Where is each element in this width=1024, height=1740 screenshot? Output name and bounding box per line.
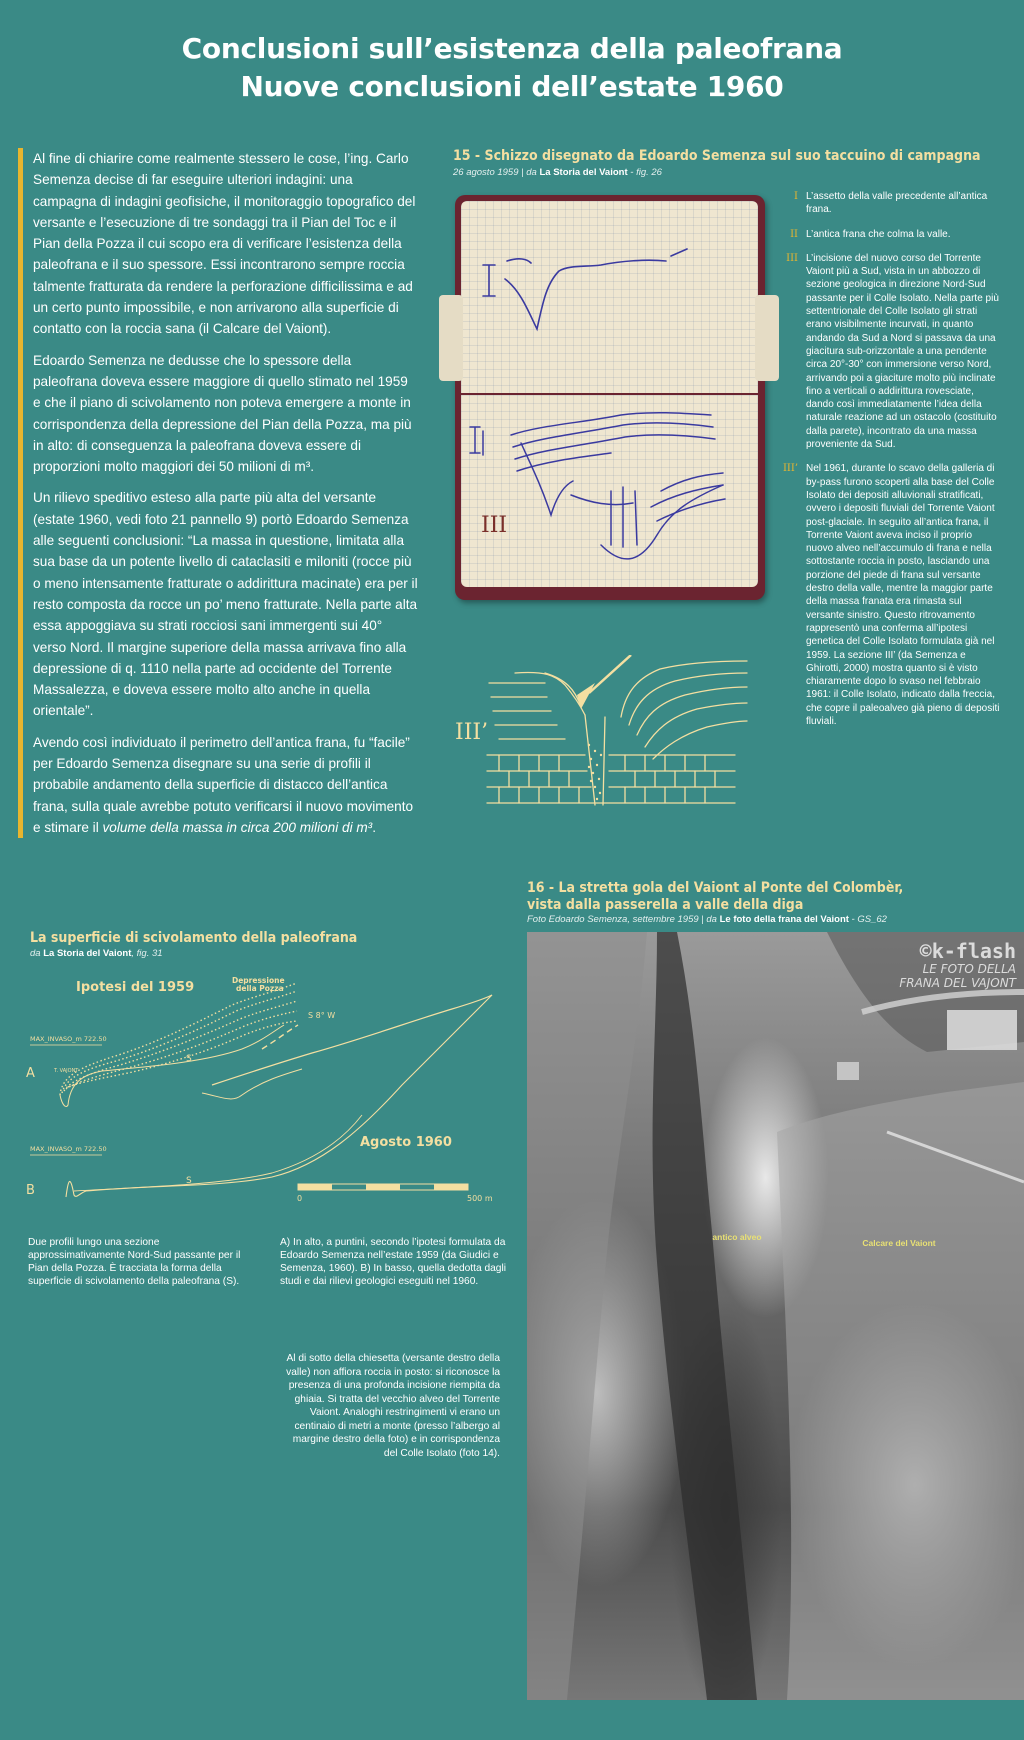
legend-num: III: [786, 252, 798, 264]
section-IIIp-drawing: [485, 655, 755, 815]
sketch-label-III: III: [481, 513, 508, 538]
gorge-photo: [527, 932, 1024, 1700]
intro-p4-emphasis: volume della massa in circa 200 milioni di m³: [102, 819, 373, 835]
intro-paragraph-3: Un rilievo speditivo esteso alla parte più alta del versante (estate 1960, vedi foto 21 pannello 9) portò Edoardo Semenza alle seguenti conclusioni: “La massa in questione, limitata alla sua base da un potente livello di cataclasiti e miloniti (rocce più o meno intensamente fratturate o addirittura macinate) era per il resto composta da rocce un po’ meno fratturate. Nella parte alta essa appoggiava su strati rocciosi sani immergenti sui 40° verso Nord. Il margine superiore della massa arrivava fino alla depressione di q. 1110 nella parte ad occidente del Torrente Massalezza, e doveva essere molto alto anche in quella orientale”.: [33, 490, 418, 719]
legend-text: L’incisione del nuovo corso del Torrente Vaiont più a Sud, vista in un abbozzo di sezione geologica in direzione Nord-Sud passante per il Colle Isolato. Nella parte più settentrionale del Colle Isolato gli strati erano visibilmente incurvati, in quanto andando da Sud a Nord si passava da una giacitura sub-orizzontale a una pendente circa 20°-30° con immersione verso Nord, arrivando poi a giaciture molto più inclinate fino a verticali o addirittura rovesciate, dando così immediatamente l’idea della naturale reazione ad un ostacolo (costituito dalla parete), incontrato da una massa proveniente da Sud.: [806, 252, 999, 451]
label-s-upper: S: [186, 1054, 192, 1064]
watermark-line-3: FRANA DEL VAJONT: [899, 976, 1016, 990]
intro-paragraph-4: [33, 732, 418, 838]
gorge-sub-source: Le foto della frana del Vaiont: [719, 914, 849, 925]
gorge-subtitle: [527, 914, 1017, 926]
legend-num: II: [790, 228, 798, 240]
title-line-1: Conclusioni sull’esistenza della paleofrana: [181, 32, 843, 65]
label-agosto-1960: Agosto 1960: [360, 1135, 452, 1150]
intro-paragraph-2: Edoardo Semenza ne dedusse che lo spessore della paleofrana doveva essere maggiore di quello stimato nel 1959 e che il piano di scivolamento non poteva emergere a monte in corrispondenza della depressione del Pian della Pozza, ma più in alto: di conseguenza la paleofrana doveva essere di proporzioni molto maggiori dei 50 milioni di m³.: [33, 352, 412, 475]
label-s-lower: S: [186, 1176, 192, 1186]
intro-text: [18, 148, 418, 838]
gorge-title: [527, 880, 1017, 914]
section-label-IIIp: III’: [455, 720, 489, 745]
photo-watermark: [899, 940, 1016, 990]
legend-item: [782, 252, 1002, 451]
label-t-vajont: T. VAJONT: [54, 1068, 79, 1074]
legend-text: L’antica frana che colma la valle.: [806, 228, 951, 240]
legend-num: I: [794, 191, 798, 202]
gorge-photo-shading: [527, 932, 1024, 1700]
label-depressione-1: Depressione: [232, 976, 285, 985]
notebook-clip-left: [439, 295, 463, 381]
gorge-note: Al di sotto della chiesetta (versante destro della valle) non affiora roccia in posto: si riconosce la presenza di una profonda incisione riempita da ghiaia. Si tratta del vecchio alveo del Torrente Vaiont. Analoghi restringimenti vi erano un centinaio di metri a monte (presso l’albergo al margine destro della foto) e in corrispondenza del Colle Isolato (foto 14).: [286, 1353, 500, 1459]
label-max-invaso-1: MAX_INVASO_m 722.50: [30, 1035, 107, 1043]
surface-sub-fig: , fig. 31: [131, 948, 163, 959]
gorge-sub-credit: Foto Edoardo Semenza, settembre 1959 | da: [527, 914, 720, 925]
legend-text: Nel 1961, durante lo scavo della galleria di by-pass furono scoperti alla base del Colle Isolato dei depositi alluvionali stratificati, ovvero i depositi fluviali del Torrente Vaiont post-glaciale. In seguito all’antica frana, il Torrente Vaiont aveva inciso il proprio nuovo alveo nell’accumulo di frana e nella sottostante roccia in posto, lasciando una porzione del piede di frana sul versante destro della valle, mentre la maggior parte della massa franata era rimasta sul versante sinistro. Questo ritrovamento rappresentò una conferma all’ipotesi genetica del Colle Isolato formulata già nel 1959. La sezione III’ (da Semenza e Ghirotti, 2000) mostra quanto si è visto chiaramente dopo lo svaso nel febbraio 1961: il Colle Isolato, indicato dalla freccia, che copre il paleoalveo già pieno di depositi fluviali.: [806, 463, 1000, 727]
surface-sub-prefix: da: [30, 948, 44, 959]
sketch-legend: [782, 190, 1002, 739]
sketch-drawing-top: [461, 201, 758, 393]
scale-500m: 500 m: [467, 1194, 493, 1203]
sketch-title: 15 - Schizzo disegnato da Edoardo Semenza sul suo taccuino di campagna: [453, 148, 981, 164]
legend-item: [782, 462, 1002, 728]
sketch-sub-date: 26 agosto 1959 | da: [453, 167, 540, 178]
sketch-drawing-bottom: [461, 395, 758, 587]
legend-num: III’: [782, 463, 798, 475]
sketch-numeral-I: [483, 265, 495, 296]
legend-item: [782, 190, 1002, 217]
surface-subtitle: [30, 948, 430, 960]
gorge-title-line-1: 16 - La stretta gola del Vaiont al Ponte del Colombèr,: [527, 880, 904, 896]
photo-label-antico-alveo: antico alveo: [712, 1232, 762, 1242]
label-profile-a: A: [26, 1066, 35, 1081]
surface-caption-right: A) In alto, a puntini, secondo l’ipotesi formulata da Edoardo Semenza nell’estate 1959 (da Giudici e Semenza, 1960). B) In basso, quella dedotta dagli studi e dai rilievi geologici eseguiti nel 1960.: [280, 1237, 506, 1287]
label-depressione-2: della Pozza: [236, 984, 284, 993]
label-max-invaso-2: MAX_INVASO_m 722.50: [30, 1145, 107, 1153]
notebook-clip-right: [755, 295, 779, 381]
sketch-sub-fig: - fig. 26: [627, 167, 662, 178]
sketch-subtitle: [453, 167, 953, 179]
legend-text: L’assetto della valle precedente all’antica frana.: [806, 191, 988, 216]
intro-p4-end: .: [372, 819, 376, 835]
intro-paragraph-1: Al fine di chiarire come realmente stessero le cose, l’ing. Carlo Semenza decise di far eseguire ulteriori indagini: una campagna di indagini geofisiche, il monitoraggio topografico del versante e l’esecuzione di tre sondaggi tra il Pian del Toc e il Pian della Pozza il cui scopo era di verificare l’esistenza della paleofrana e il suo spessore. Essi incontrarono sempre roccia talmente fratturata da rendere la perforazione difficilissima e ad un certo punto impossibile, e non arrivarono alla superficie di contatto con la roccia sana (il Calcare del Vaiont).: [33, 151, 416, 337]
label-profile-b: B: [26, 1183, 35, 1198]
notebook-sketch-image: [455, 195, 765, 600]
watermark-line-2: LE FOTO DELLA: [922, 962, 1016, 976]
surface-profiles-diagram: [22, 965, 502, 1210]
label-direction: S 8° W: [308, 1011, 336, 1020]
page-title: [0, 30, 1024, 106]
surface-title: La superficie di scivolamento della paleofrana: [30, 930, 358, 946]
intro-p4-start: Avendo così individuato il perimetro dell’antica frana, fu “facile” per Edoardo Semenza disegnare su una serie di profili il probabile andamento della superficie di distacco dell’antica frana, sulla quale avrebbe potuto verificarsi il nuovo movimento e stimare il: [33, 734, 414, 835]
label-ipotesi-1959: Ipotesi del 1959: [76, 980, 195, 995]
notebook-page-bottom: [461, 395, 758, 587]
gorge-title-line-2: vista dalla passerella a valle della diga: [527, 897, 804, 913]
notebook-page-top: [461, 201, 758, 393]
title-line-2: Nuove conclusioni dell’estate 1960: [240, 70, 784, 103]
photo-label-calcare: Calcare del Vaiont: [862, 1238, 936, 1248]
legend-item: [782, 228, 1002, 241]
sketch-sub-source: La Storia del Vaiont: [539, 167, 628, 178]
watermark-line-1: ©k-flash: [919, 939, 1016, 963]
gorge-sub-code: - GS_62: [848, 914, 887, 925]
surface-sub-source: La Storia del Vaiont: [43, 948, 132, 959]
scale-zero: 0: [297, 1194, 303, 1203]
surface-caption-left: Due profili lungo una sezione approssimativamente Nord-Sud passante per il Pian della Pozza. È tracciata la forma della superficie di scivolamento della paleofrana (S).: [28, 1237, 241, 1287]
